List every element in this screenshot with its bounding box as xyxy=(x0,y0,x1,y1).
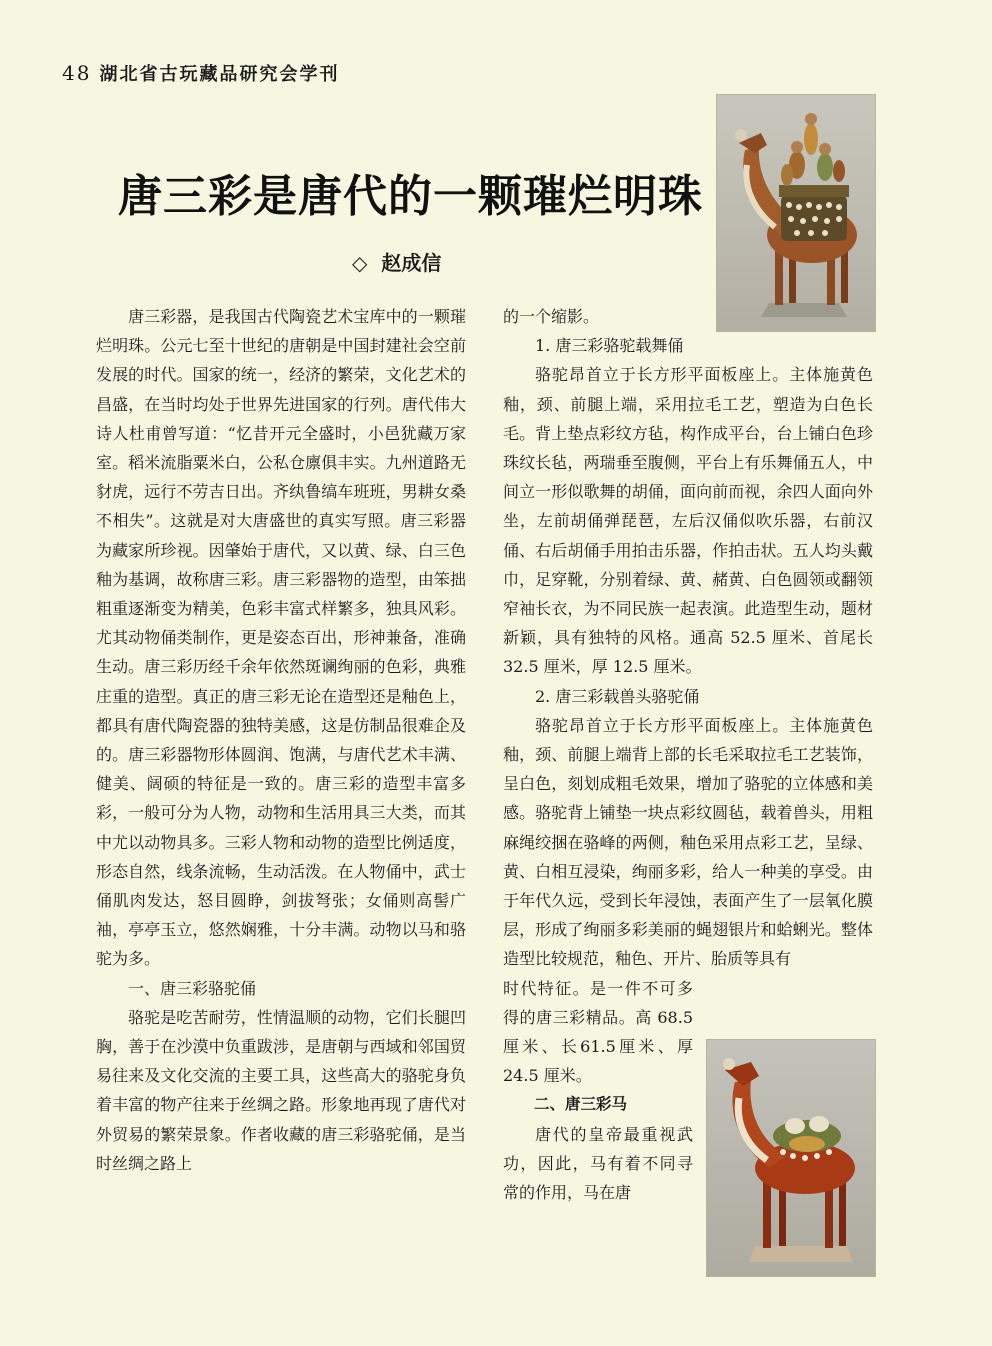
intro-paragraph: 唐三彩器，是我国古代陶瓷艺术宝库中的一颗璀烂明珠。公元七至十世纪的唐朝是中国封建社会空前发展的时代。国家的统一，经济的繁荣，文化艺术的昌盛，在当时均处于世界先进国家的行列。唐代伟大诗人杜甫曾写道：“忆昔开元全盛时，小邑犹藏万家室。稻米流脂粟米白，公私仓廪俱丰实。九州道路无豺虎，远行不劳吉日出。齐纨鲁缟车班班，男耕女桑不相失”。这就是对大唐盛世的真实写照。唐三彩器为藏家所珍视。因肇始于唐代，又以黄、绿、白三色釉为基调，故称唐三彩。唐三彩器物的造型，由笨拙粗重逐渐变为精美，色彩丰富式样繁多，独具风彩。尤其动物俑类制作，更是姿态百出，形神兼备，准确生动。唐三彩历经千余年依然斑谰绚丽的色彩，典雅庄重的造型。真正的唐三彩无论在造型还是釉色上，都具有唐代陶瓷器的独特美感，这是仿制品很难企及的。唐三彩器物形体圆润、饱满，与唐代艺术丰满、健美、阔硕的特征是一致的。唐三彩的造型丰富多彩，一般可分为人物，动物和生活用具三大类，而其中尤以动物具多。三彩人物和动物的造型比例适度，形态自然，线条流畅，生动活泼。在人物俑中，武士俑肌肉发达，怒目圆睁，剑拔弩张；女俑则高髻广袖，亭亭玉立，悠然娴雅，十分丰满。动物以马和骆驼为多。 xyxy=(96,307,466,969)
right-column xyxy=(503,302,873,1207)
subheading-beast-head: 2. 唐三彩载兽头骆驼俑 xyxy=(535,686,700,706)
running-header xyxy=(62,60,339,86)
camel-intro-paragraph: 骆驼是吃苦耐劳，性情温顺的动物，它们长腿凹胸，善于在沙漠中负重跋涉，是唐朝与西域和邻国贸易往来及文化交流的主要工具，这些高大的骆驼身负着丰富的物产往来于丝绸之路。形象地再现了唐代对外贸易的繁荣景象。作者收藏的唐三彩骆驼俑，是当时丝绸之路上 xyxy=(96,1007,466,1173)
dancers-camel-paragraph: 骆驼昂首立于长方形平面板座上。主体施黄色釉，颈、前腿上端，采用拉毛工艺，塑造为白色长毛。背上垫点彩纹方毡，构作成平台，台上铺白色珍珠纹长毡，两瑞垂至腹侧，平台上有乐舞俑五人，中间立一形似歌舞的胡俑，面向前而视，余四人面向外坐，左前胡俑弹琵琶，左后汉俑似吹乐器，右前汉俑、右后胡俑手用拍击乐器，作拍击状。五人均头戴巾，足穿靴，分别着绿、黄、赭黄、白色圆领或翻领窄袖长衣，为不同民族一起表演。此造型生动，题材新颖，具有独特的风格。通高 52.5 厘米、首尾长 32.5 厘米，厚 12.5 厘米。 xyxy=(503,365,873,677)
section-heading-horse: 二、唐三彩马 xyxy=(534,1095,628,1114)
diamond-icon: ◇ xyxy=(352,251,368,275)
camel-with-dancers-photo xyxy=(716,94,876,332)
section-heading-camel: 一、唐三彩骆驼俑 xyxy=(128,978,257,998)
page-number: 48 xyxy=(62,61,92,85)
article-title: 唐三彩是唐代的一颗璀烂明珠 xyxy=(118,171,703,222)
author-line xyxy=(352,247,441,276)
horse-intro-paragraph: 唐代的皇帝最重视武功，因此，马有着不同寻常的作用，马在唐 xyxy=(503,1124,693,1203)
subheading-dancers: 1. 唐三彩骆驼载舞俑 xyxy=(535,336,684,356)
beast-head-camel-continued: 时代特征。是一件不可多得的唐三彩精品。高 68.5厘米、长61.5厘米、厚 24.5 厘米。 xyxy=(503,978,693,1086)
beast-head-camel-paragraph: 骆驼昂首立于长方形平面板座上。主体施黄色釉，颈、前腿上端背上部的长毛采取拉毛工艺装饰，呈白色，刻划成粗毛效果，增加了骆驼的立体感和美感。骆驼背上铺垫一块点彩纹圆毡，载着兽头，用粗麻绳绞捆在骆峰的两侧，釉色采用点彩工艺，呈绿、黄、白相互浸染，绚丽多彩，给人一种美的享受。由于年代久远，受到长年浸蚀，表面产生了一层氧化膜层，形成了绚丽多彩美丽的蝇翅银片和蛤蜊光。整体造型比较规范，釉色、开片、胎质等具有 xyxy=(503,715,873,969)
continued-text: 的一个缩影。 xyxy=(503,307,600,326)
journal-name: 湖北省古玩藏品研究会学刊 xyxy=(99,64,340,85)
left-column xyxy=(96,302,466,1178)
author-name: 赵成信 xyxy=(381,251,442,275)
